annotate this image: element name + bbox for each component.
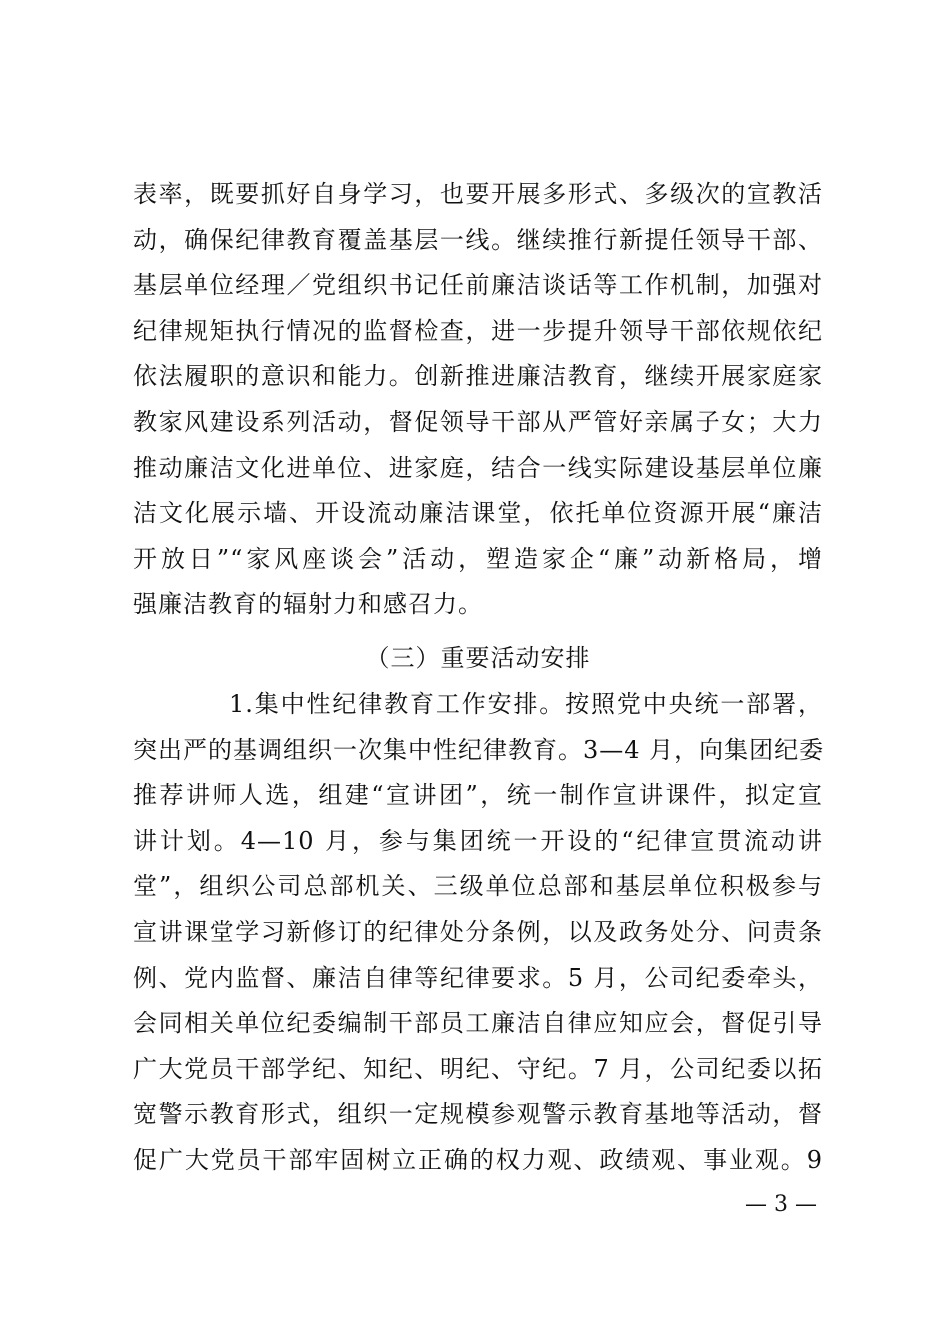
- text-line: 教家风建设系列活动，督促领导干部从严管好亲属子女；大力: [133, 407, 823, 436]
- text-line: 强廉洁教育的辐射力和感召力。: [133, 590, 483, 619]
- text-line: 宣讲课堂学习新修订的纪律处分条例，以及政务处分、问责条: [133, 917, 823, 946]
- text-line: 推荐讲师人选，组建“宣讲团”，统一制作宣讲课件，拟定宣: [133, 781, 823, 810]
- text-line: 基层单位经理／党组织书记任前廉洁谈话等工作机制，加强对: [133, 271, 823, 300]
- text-line: 1.集中性纪律教育工作安排。按照党中央统一部署，: [229, 690, 823, 718]
- section-heading: （三）重要活动安排: [365, 644, 591, 672]
- text-line: 洁文化展示墙、开设流动廉洁课堂，依托单位资源开展“廉洁: [133, 499, 823, 528]
- body-paragraph-2: [133, 682, 823, 1184]
- text-line: 讲计划。4—10 月，参与集团统一开设的“纪律宣贯流动讲: [133, 826, 823, 855]
- text-line: 广大党员干部学纪、知纪、明纪、守纪。7 月，公司纪委以拓: [133, 1054, 823, 1083]
- text-line: 宽警示教育形式，组织一定规模参观警示教育基地等活动，督: [133, 1100, 823, 1129]
- text-line: 动，确保纪律教育覆盖基层一线。继续推行新提任领导干部、: [133, 225, 823, 254]
- text-line: 开放日”“家风座谈会”活动，塑造家企“廉”动新格局，增: [133, 544, 823, 573]
- body-paragraph-1: [133, 172, 823, 628]
- text-line: 例、党内监督、廉洁自律等纪律要求。5 月，公司纪委牵头，: [133, 963, 823, 992]
- text-line: 依法履职的意识和能力。创新推进廉洁教育，继续开展家庭家: [133, 362, 823, 391]
- text-line: 突出严的基调组织一次集中性纪律教育。3—4 月，向集团纪委: [133, 735, 825, 764]
- text-line: 促广大党员干部牢固树立正确的权力观、政绩观、事业观。9: [133, 1145, 823, 1174]
- page-number: — 3 —: [745, 1192, 817, 1217]
- text-line: 纪律规矩执行情况的监督检查，进一步提升领导干部依规依纪: [133, 316, 823, 345]
- text-line: 表率，既要抓好自身学习，也要开展多形式、多级次的宣教活: [133, 180, 823, 208]
- text-line: 推动廉洁文化进单位、进家庭，结合一线实际建设基层单位廉: [133, 453, 823, 482]
- text-line: 堂”，组织公司总部机关、三级单位总部和基层单位积极参与: [133, 872, 823, 901]
- text-line: 会同相关单位纪委编制干部员工廉洁自律应知应会，督促引导: [133, 1009, 823, 1038]
